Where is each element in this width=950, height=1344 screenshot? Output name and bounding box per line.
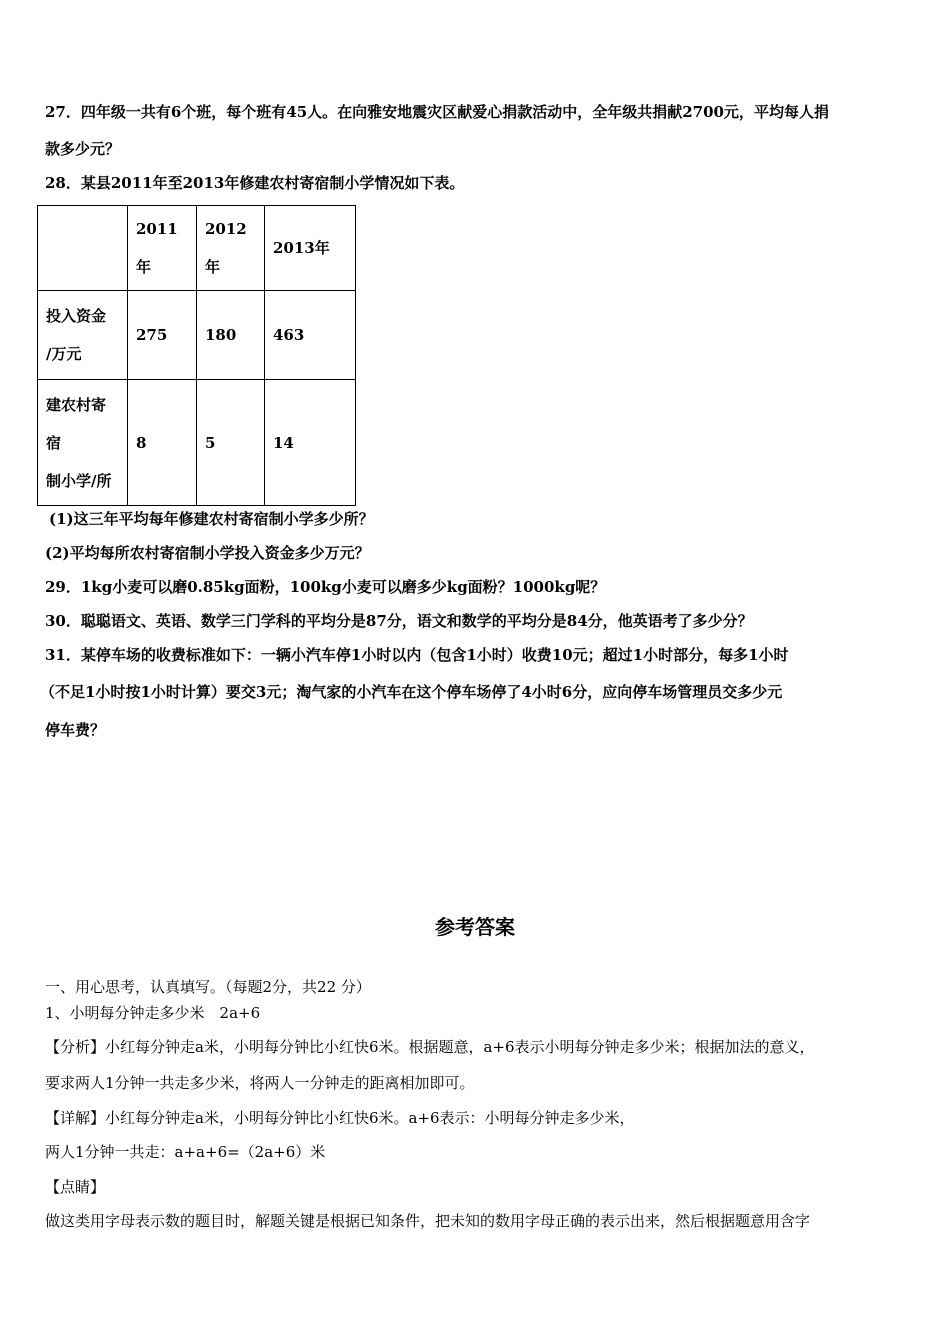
- tip-label: 【点睛】: [45, 1178, 106, 1196]
- tip-text: 做这类用字母表示数的题目时，解题关键是根据已知条件，把未知的数用字母正确的表示出来，然后根据题意用含字: [45, 1212, 811, 1230]
- question-27-line2: 款多少元？: [45, 140, 121, 158]
- question-30: 30．聪聪语文、英语、数学三门学科的平均分是87分，语文和数学的平均分是84分，他英语考了多少分？: [45, 612, 753, 630]
- table-header-2013: 2013年: [265, 206, 356, 291]
- table-row: [38, 380, 356, 506]
- analysis-line2: 要求两人1分钟一共走多少米，将两人一分钟走的距离相加即可。: [45, 1074, 475, 1092]
- table-header-2011: 2011 年: [128, 206, 197, 291]
- answers-section-heading: 一、用心思考，认真填写。（每题2分，共22 分）: [45, 978, 371, 996]
- question-28-part2: (2)平均每所农村寄宿制小学投入资金多少万元？: [45, 544, 370, 562]
- question-31-line2: （不足1小时按1小时计算）要交3元；淘气家的小汽车在这个停车场停了4小时6分，应向停车场管理员交多少元: [40, 683, 783, 701]
- analysis-line1: 【分析】小红每分钟走a米，小明每分钟比小红快6米。根据题意，a+6表示小明每分钟走多少米；根据加法的意义，: [45, 1038, 815, 1056]
- table-header-empty: [38, 206, 128, 291]
- question-28-part1: (1)这三年平均每年修建农村寄宿制小学多少所？: [49, 510, 374, 528]
- row-label-schools: 建农村寄 宿 制小学/所: [38, 380, 128, 506]
- row-label-investment: 投入资金 /万元: [38, 291, 128, 380]
- table-header-2012: 2012 年: [197, 206, 265, 291]
- cell: 463: [265, 291, 356, 380]
- cell: 14: [265, 380, 356, 506]
- question-31-line1: 31．某停车场的收费标准如下：一辆小汽车停1小时以内（包含1小时）收费10元；超过1小时部分，每多1小时: [45, 646, 789, 664]
- question-27-line1: 27．四年级一共有6个班，每个班有45人。在向雅安地震灾区献爱心捐款活动中，全年级共捐献2700元，平均每人捐: [45, 103, 829, 121]
- detail-line1: 【详解】小红每分钟走a米，小明每分钟比小红快6米。a+6表示：小明每分钟走多少米，: [45, 1109, 635, 1127]
- detail-line2: 两人1分钟一共走：a+a+6=（2a+6）米: [45, 1143, 326, 1161]
- table-header-row: [38, 206, 356, 291]
- answers-title: 参考答案: [435, 915, 515, 939]
- school-construction-table: [37, 205, 356, 506]
- cell: 180: [197, 291, 265, 380]
- table-row: [38, 291, 356, 380]
- question-28: 28．某县2011年至2013年修建农村寄宿制小学情况如下表。: [45, 174, 465, 192]
- question-29: 29．1kg小麦可以磨0.85kg面粉，100kg小麦可以磨多少kg面粉？1000kg呢？: [45, 578, 606, 596]
- cell: 8: [128, 380, 197, 506]
- cell: 275: [128, 291, 197, 380]
- cell: 5: [197, 380, 265, 506]
- answer-1: 1、小明每分钟走多少米 2a+6: [45, 1004, 261, 1022]
- question-31-line3: 停车费？: [45, 721, 106, 739]
